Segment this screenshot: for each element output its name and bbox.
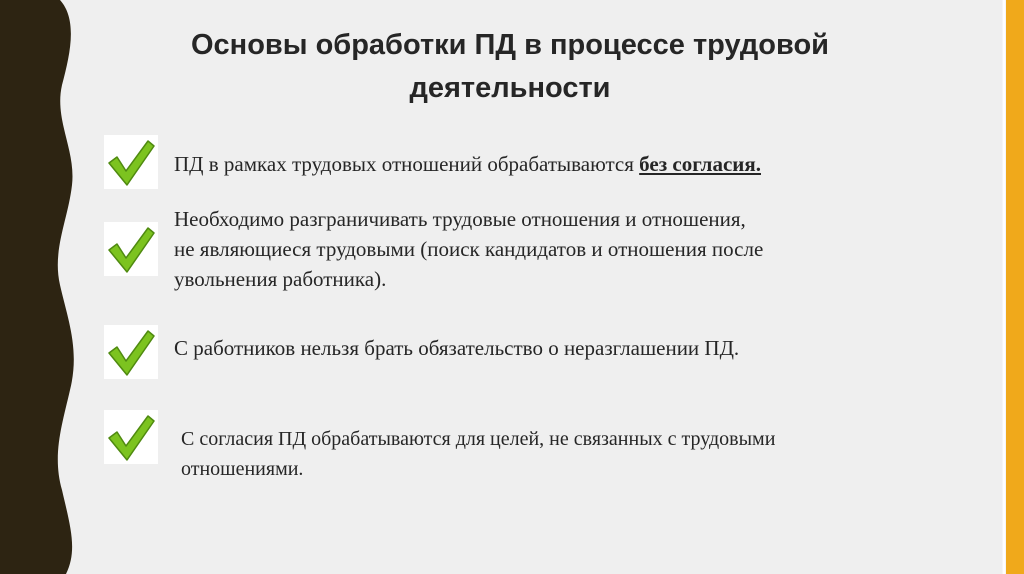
checkmark-icon [104,325,158,379]
left-decorative-band [0,0,90,574]
right-border-line [1003,0,1005,574]
bullet-item-2-line-1: Необходимо разграничивать трудовые отношения и отношения, [174,207,746,231]
bullet-item-1 [174,149,934,179]
title-line-2: деятельности [409,72,611,104]
slide-title [160,24,860,110]
bullet-item-1-text: ПД в рамках трудовых отношений обрабатываются [174,152,640,176]
right-accent-bar [1006,0,1024,574]
bullet-item-3-text: С работников нельзя брать обязательство о неразглашении ПД. [174,336,740,360]
bullet-item-4 [181,424,961,484]
bullet-item-2-line-3: увольнения работника). [174,267,387,291]
bullet-item-3 [174,333,934,363]
checkmark-icon [104,135,158,189]
bullet-item-4-line-2: отношениями. [181,458,304,480]
checkmark-icon [104,222,158,276]
bullet-item-1-emphasis: без согласия. [639,152,761,176]
bullet-item-4-line-1: С согласия ПД обрабатываются для целей, не связанных с трудовыми [181,428,776,450]
title-line-1: Основы обработки ПД в процессе трудовой [191,29,829,61]
bullet-item-2 [174,204,904,294]
checkmark-icon [104,410,158,464]
bullet-item-2-line-2: не являющиеся трудовыми (поиск кандидатов и отношения после [174,237,764,261]
